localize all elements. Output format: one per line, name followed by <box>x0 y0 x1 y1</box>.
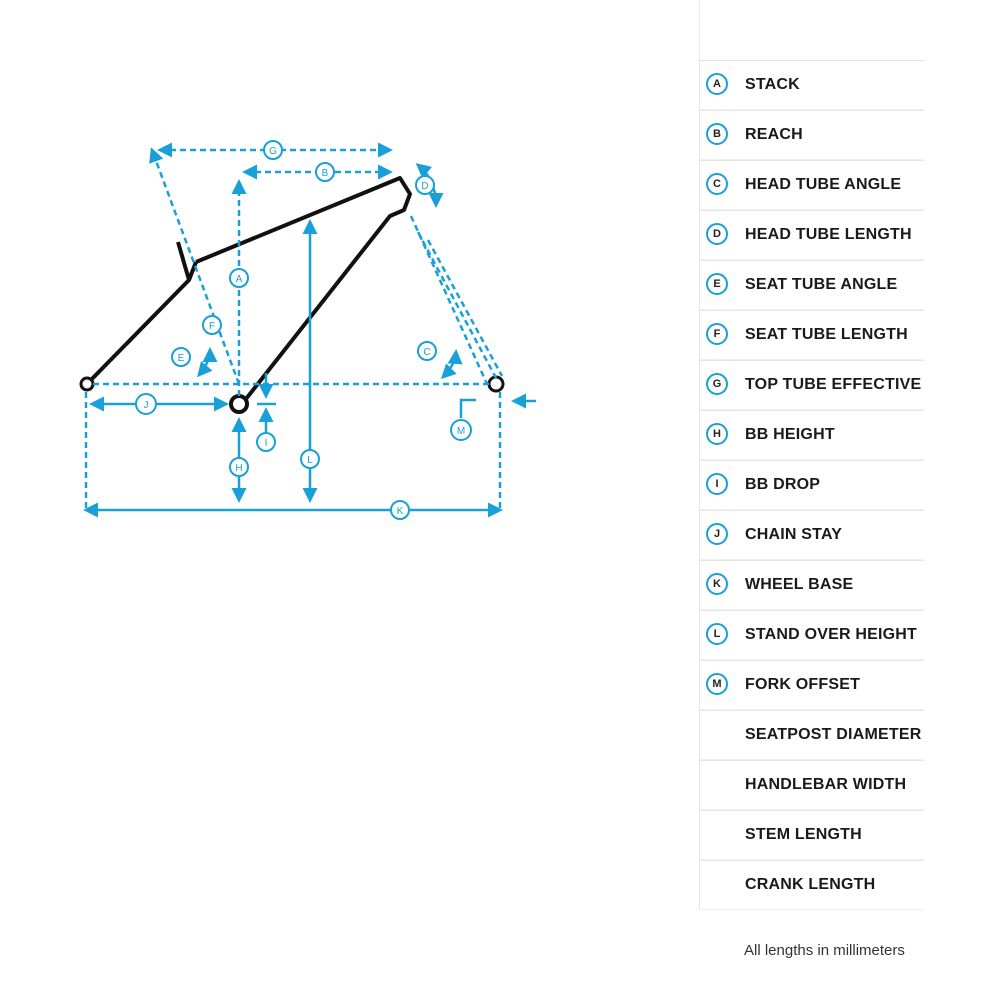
legend-divider <box>699 0 700 60</box>
legend-label: STACK <box>745 76 800 93</box>
legend-letter-badge: E <box>706 273 728 295</box>
legend-letter-badge: L <box>706 623 728 645</box>
legend-row <box>700 210 924 260</box>
legend-label: BB HEIGHT <box>745 426 835 443</box>
legend-row <box>700 360 924 410</box>
legend-row <box>700 310 924 360</box>
dimension-labels <box>136 141 471 519</box>
legend-letter-badge: I <box>706 473 728 495</box>
legend-row <box>700 460 924 510</box>
legend-row <box>700 60 924 110</box>
legend-row <box>700 810 924 860</box>
geometry-legend <box>699 60 924 910</box>
legend-row <box>700 660 924 710</box>
legend-row <box>700 610 924 660</box>
legend-label: FORK OFFSET <box>745 676 861 693</box>
legend-letter-badge: B <box>706 123 728 145</box>
dimension-lines <box>86 150 502 510</box>
bike-frame <box>87 178 410 404</box>
legend-label: WHEEL BASE <box>745 576 854 593</box>
legend-letter-badge: H <box>706 423 728 445</box>
legend-letter-badge: J <box>706 523 728 545</box>
legend-row <box>700 260 924 310</box>
label-f: F <box>208 321 216 332</box>
legend-label: HEAD TUBE ANGLE <box>745 176 902 193</box>
legend-letter-badge: G <box>706 373 728 395</box>
legend-label: STAND OVER HEIGHT <box>745 626 918 643</box>
legend-letter-badge: D <box>706 223 728 245</box>
legend-row <box>700 760 924 810</box>
legend-label: STEM LENGTH <box>745 826 862 843</box>
units-footnote: All lengths in millimeters <box>744 942 905 959</box>
legend-label: SEATPOST DIAMETER <box>745 726 922 743</box>
legend-row <box>700 160 924 210</box>
label-h: H <box>235 463 243 474</box>
label-l: L <box>307 455 313 466</box>
label-k: K <box>396 506 404 517</box>
legend-row <box>700 110 924 160</box>
legend-letter-badge: K <box>706 573 728 595</box>
legend-letter-badge: F <box>706 323 728 345</box>
label-e: E <box>177 353 185 364</box>
legend-letter-badge: M <box>706 673 728 695</box>
front-axle <box>489 377 503 391</box>
legend-label: REACH <box>745 126 803 143</box>
rear-axle <box>81 378 93 390</box>
label-m: M <box>456 426 466 437</box>
label-b: B <box>321 168 329 179</box>
legend-label: BB DROP <box>745 476 821 493</box>
legend-label: SEAT TUBE LENGTH <box>745 326 908 343</box>
label-j: J <box>143 400 149 411</box>
legend-row <box>700 860 924 910</box>
legend-row <box>700 710 924 760</box>
label-i: I <box>264 438 268 449</box>
label-d: D <box>421 181 429 192</box>
legend-label: CRANK LENGTH <box>745 876 876 893</box>
legend-label: HANDLEBAR WIDTH <box>745 776 907 793</box>
bottom-bracket <box>231 396 247 412</box>
legend-row <box>700 410 924 460</box>
legend-label: SEAT TUBE ANGLE <box>745 276 898 293</box>
legend-row <box>700 560 924 610</box>
label-a: A <box>235 274 243 285</box>
label-g: G <box>269 146 277 157</box>
legend-label: CHAIN STAY <box>745 526 843 543</box>
legend-label: HEAD TUBE LENGTH <box>745 226 912 243</box>
legend-letter-badge: C <box>706 173 728 195</box>
legend-label: TOP TUBE EFFECTIVE <box>745 376 922 393</box>
legend-row <box>700 510 924 560</box>
label-c: C <box>423 347 431 358</box>
legend-letter-badge: A <box>706 73 728 95</box>
